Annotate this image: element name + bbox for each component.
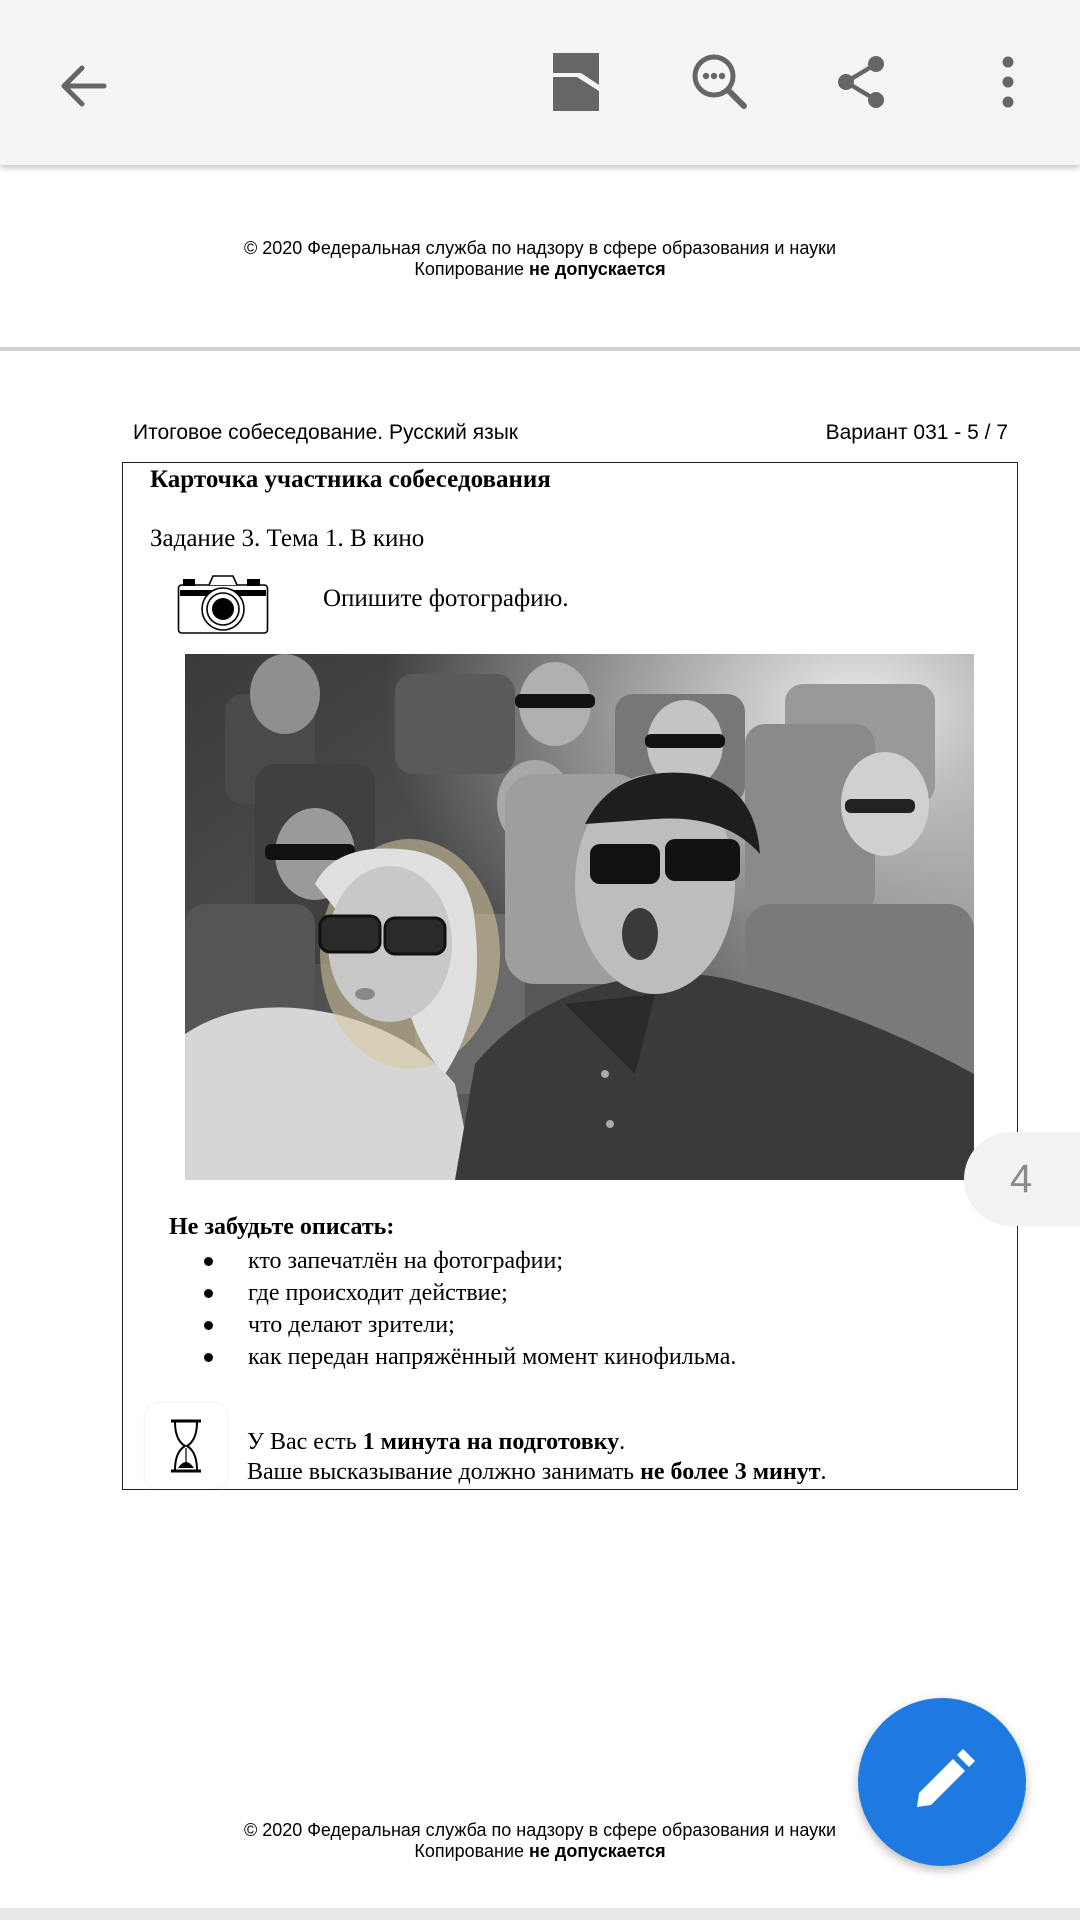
page-divider xyxy=(0,347,1080,351)
share-button[interactable] xyxy=(820,40,904,124)
cinema-audience-photo xyxy=(185,654,974,1180)
page-layout-icon xyxy=(551,49,601,115)
page-layout-button[interactable] xyxy=(534,40,618,124)
list-item: как передан напряжённый момент кинофильма. xyxy=(199,1341,736,1373)
top-toolbar xyxy=(0,0,1080,165)
pencil-edit-icon xyxy=(907,1747,977,1817)
copying-line: Копирование не допускается xyxy=(414,1841,666,1861)
back-button[interactable] xyxy=(42,44,126,128)
share-icon xyxy=(834,54,890,110)
edit-fab-button[interactable] xyxy=(858,1698,1026,1866)
copying-line: Копирование не допускается xyxy=(414,259,666,279)
camera-icon xyxy=(177,573,269,640)
remember-title: Не забудьте описать: xyxy=(169,1214,395,1240)
search-button[interactable] xyxy=(678,40,762,124)
search-icon xyxy=(690,52,750,112)
card-title: Карточка участника собеседования xyxy=(150,466,551,493)
list-item: кто запечатлён на фотографии; xyxy=(199,1245,736,1277)
list-item: где происходит действие; xyxy=(199,1277,736,1309)
more-vert-icon xyxy=(998,54,1018,110)
instruction-text: Опишите фотографию. xyxy=(323,585,569,612)
hourglass-icon xyxy=(145,1403,227,1489)
copyright-line: © 2020 Федеральная служба по надзору в сфере образования и науки xyxy=(243,1820,837,1840)
more-options-button[interactable] xyxy=(966,40,1050,124)
bottom-edge xyxy=(0,1908,1080,1920)
answer-duration-text: Ваше высказывание должно занимать не более 3 минут. xyxy=(247,1459,827,1485)
description-checklist xyxy=(199,1245,736,1373)
page-copyright-top xyxy=(0,238,1080,280)
preparation-time-text: У Вас есть 1 минута на подготовку. xyxy=(247,1429,626,1455)
copyright-line: © 2020 Федеральная служба по надзору в сфере образования и науки xyxy=(243,238,837,258)
document-subject: Итоговое собеседование. Русский язык xyxy=(133,421,518,444)
list-item: что делают зрители; xyxy=(199,1309,736,1341)
arrow-left-icon xyxy=(54,56,114,116)
participant-card xyxy=(122,462,1018,1490)
task-title: Задание 3. Тема 1. В кино xyxy=(150,525,425,552)
document-variant: Вариант 031 - 5 / 7 xyxy=(825,421,1008,444)
page-number-indicator: 4 xyxy=(964,1132,1080,1226)
